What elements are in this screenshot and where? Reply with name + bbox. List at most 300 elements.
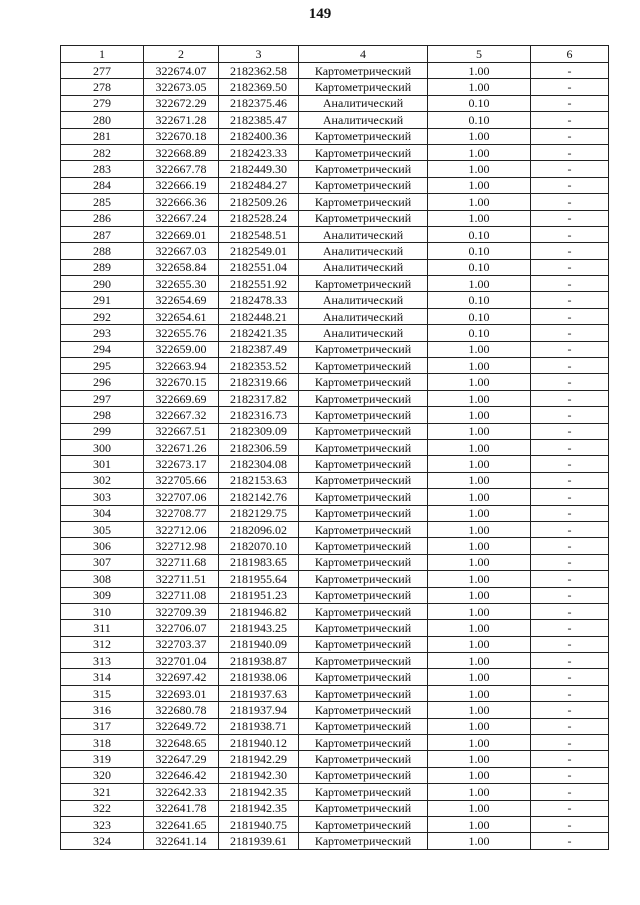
method-cell: Картометрический: [299, 390, 428, 406]
point-number-cell: 308: [61, 571, 144, 587]
y-coordinate-cell: 2181942.29: [219, 751, 299, 767]
method-cell: Картометрический: [299, 276, 428, 292]
accuracy-cell: 0.10: [428, 292, 531, 308]
method-cell: Картометрический: [299, 554, 428, 570]
point-number-cell: 297: [61, 390, 144, 406]
description-cell: -: [531, 161, 609, 177]
method-cell: Аналитический: [299, 259, 428, 275]
table-row: [61, 259, 609, 275]
column-header-6: 6: [531, 46, 609, 63]
point-number-cell: 295: [61, 358, 144, 374]
method-cell: Картометрический: [299, 653, 428, 669]
accuracy-cell: 1.00: [428, 128, 531, 144]
table-row: [61, 407, 609, 423]
point-number-cell: 300: [61, 439, 144, 455]
description-cell: -: [531, 538, 609, 554]
table-row: [61, 685, 609, 701]
accuracy-cell: 0.10: [428, 112, 531, 128]
method-cell: Картометрический: [299, 505, 428, 521]
point-number-cell: 287: [61, 226, 144, 242]
x-coordinate-cell: 322672.29: [144, 95, 219, 111]
table-row: [61, 489, 609, 505]
y-coordinate-cell: 2181937.94: [219, 702, 299, 718]
x-coordinate-cell: 322641.65: [144, 816, 219, 832]
accuracy-cell: 1.00: [428, 833, 531, 849]
y-coordinate-cell: 2181983.65: [219, 554, 299, 570]
point-number-cell: 296: [61, 374, 144, 390]
table-row: [61, 144, 609, 160]
table-row: [61, 538, 609, 554]
table-row: [61, 636, 609, 652]
description-cell: -: [531, 243, 609, 259]
y-coordinate-cell: 2181937.63: [219, 685, 299, 701]
method-cell: Картометрический: [299, 489, 428, 505]
description-cell: -: [531, 669, 609, 685]
accuracy-cell: 1.00: [428, 144, 531, 160]
y-coordinate-cell: 2182551.04: [219, 259, 299, 275]
y-coordinate-cell: 2181938.06: [219, 669, 299, 685]
x-coordinate-cell: 322667.24: [144, 210, 219, 226]
y-coordinate-cell: 2182549.01: [219, 243, 299, 259]
table-row: [61, 571, 609, 587]
x-coordinate-cell: 322658.84: [144, 259, 219, 275]
method-cell: Картометрический: [299, 718, 428, 734]
point-number-cell: 290: [61, 276, 144, 292]
x-coordinate-cell: 322666.36: [144, 194, 219, 210]
x-coordinate-cell: 322655.30: [144, 276, 219, 292]
y-coordinate-cell: 2182400.36: [219, 128, 299, 144]
x-coordinate-cell: 322693.01: [144, 685, 219, 701]
accuracy-cell: 1.00: [428, 177, 531, 193]
method-cell: Картометрический: [299, 144, 428, 160]
method-cell: Картометрический: [299, 521, 428, 537]
method-cell: Картометрический: [299, 735, 428, 751]
description-cell: -: [531, 144, 609, 160]
y-coordinate-cell: 2181946.82: [219, 603, 299, 619]
table-row: [61, 243, 609, 259]
accuracy-cell: 1.00: [428, 194, 531, 210]
method-cell: Картометрический: [299, 358, 428, 374]
table-row: [61, 833, 609, 849]
description-cell: -: [531, 833, 609, 849]
y-coordinate-cell: 2181955.64: [219, 571, 299, 587]
table-row: [61, 784, 609, 800]
method-cell: Картометрический: [299, 128, 428, 144]
accuracy-cell: 1.00: [428, 505, 531, 521]
description-cell: -: [531, 374, 609, 390]
description-cell: -: [531, 194, 609, 210]
accuracy-cell: 1.00: [428, 276, 531, 292]
x-coordinate-cell: 322654.69: [144, 292, 219, 308]
method-cell: Картометрический: [299, 538, 428, 554]
y-coordinate-cell: 2182153.63: [219, 472, 299, 488]
accuracy-cell: 1.00: [428, 751, 531, 767]
column-header-2: 2: [144, 46, 219, 63]
description-cell: -: [531, 177, 609, 193]
x-coordinate-cell: 322646.42: [144, 767, 219, 783]
description-cell: -: [531, 95, 609, 111]
method-cell: Картометрический: [299, 194, 428, 210]
column-header-5: 5: [428, 46, 531, 63]
table-row: [61, 472, 609, 488]
x-coordinate-cell: 322659.00: [144, 341, 219, 357]
method-cell: Картометрический: [299, 472, 428, 488]
y-coordinate-cell: 2182385.47: [219, 112, 299, 128]
description-cell: -: [531, 325, 609, 341]
x-coordinate-cell: 322674.07: [144, 63, 219, 79]
x-coordinate-cell: 322671.28: [144, 112, 219, 128]
y-coordinate-cell: 2182129.75: [219, 505, 299, 521]
method-cell: Аналитический: [299, 112, 428, 128]
x-coordinate-cell: 322706.07: [144, 620, 219, 636]
x-coordinate-cell: 322711.51: [144, 571, 219, 587]
x-coordinate-cell: 322669.69: [144, 390, 219, 406]
description-cell: -: [531, 79, 609, 95]
table-row: [61, 505, 609, 521]
accuracy-cell: 1.00: [428, 439, 531, 455]
description-cell: -: [531, 685, 609, 701]
table-row: [61, 735, 609, 751]
y-coordinate-cell: 2181939.61: [219, 833, 299, 849]
point-number-cell: 306: [61, 538, 144, 554]
description-cell: -: [531, 276, 609, 292]
method-cell: Картометрический: [299, 669, 428, 685]
point-number-cell: 323: [61, 816, 144, 832]
table-row: [61, 128, 609, 144]
accuracy-cell: 1.00: [428, 718, 531, 734]
description-cell: -: [531, 472, 609, 488]
y-coordinate-cell: 2182478.33: [219, 292, 299, 308]
accuracy-cell: 1.00: [428, 636, 531, 652]
point-number-cell: 321: [61, 784, 144, 800]
table-row: [61, 456, 609, 472]
table-row: [61, 702, 609, 718]
method-cell: Аналитический: [299, 292, 428, 308]
description-cell: -: [531, 505, 609, 521]
point-number-cell: 292: [61, 308, 144, 324]
accuracy-cell: 1.00: [428, 456, 531, 472]
x-coordinate-cell: 322655.76: [144, 325, 219, 341]
table-row: [61, 210, 609, 226]
table-row: [61, 816, 609, 832]
point-number-cell: 293: [61, 325, 144, 341]
description-cell: -: [531, 800, 609, 816]
accuracy-cell: 1.00: [428, 407, 531, 423]
point-number-cell: 280: [61, 112, 144, 128]
method-cell: Картометрический: [299, 439, 428, 455]
y-coordinate-cell: 2182304.08: [219, 456, 299, 472]
accuracy-cell: 1.00: [428, 423, 531, 439]
point-number-cell: 322: [61, 800, 144, 816]
accuracy-cell: 1.00: [428, 685, 531, 701]
x-coordinate-cell: 322649.72: [144, 718, 219, 734]
y-coordinate-cell: 2181942.35: [219, 784, 299, 800]
table-row: [61, 603, 609, 619]
point-number-cell: 315: [61, 685, 144, 701]
point-number-cell: 317: [61, 718, 144, 734]
description-cell: -: [531, 718, 609, 734]
table-row: [61, 718, 609, 734]
description-cell: -: [531, 259, 609, 275]
description-cell: -: [531, 210, 609, 226]
accuracy-cell: 1.00: [428, 210, 531, 226]
method-cell: Аналитический: [299, 226, 428, 242]
table-row: [61, 767, 609, 783]
table-row: [61, 521, 609, 537]
point-number-cell: 304: [61, 505, 144, 521]
accuracy-cell: 0.10: [428, 308, 531, 324]
table-header-row: [61, 46, 609, 63]
table-row: [61, 308, 609, 324]
method-cell: Картометрический: [299, 636, 428, 652]
description-cell: -: [531, 292, 609, 308]
method-cell: Аналитический: [299, 243, 428, 259]
method-cell: Картометрический: [299, 800, 428, 816]
y-coordinate-cell: 2181938.71: [219, 718, 299, 734]
point-number-cell: 294: [61, 341, 144, 357]
accuracy-cell: 1.00: [428, 521, 531, 537]
description-cell: -: [531, 767, 609, 783]
accuracy-cell: 1.00: [428, 390, 531, 406]
accuracy-cell: 0.10: [428, 95, 531, 111]
description-cell: -: [531, 439, 609, 455]
accuracy-cell: 1.00: [428, 341, 531, 357]
method-cell: Картометрический: [299, 816, 428, 832]
accuracy-cell: 1.00: [428, 554, 531, 570]
point-number-cell: 291: [61, 292, 144, 308]
table-row: [61, 669, 609, 685]
description-cell: -: [531, 489, 609, 505]
y-coordinate-cell: 2182548.51: [219, 226, 299, 242]
y-coordinate-cell: 2182528.24: [219, 210, 299, 226]
method-cell: Картометрический: [299, 63, 428, 79]
table-row: [61, 194, 609, 210]
x-coordinate-cell: 322642.33: [144, 784, 219, 800]
x-coordinate-cell: 322697.42: [144, 669, 219, 685]
table-row: [61, 341, 609, 357]
point-number-cell: 301: [61, 456, 144, 472]
description-cell: -: [531, 456, 609, 472]
method-cell: Картометрический: [299, 423, 428, 439]
description-cell: -: [531, 521, 609, 537]
table-row: [61, 112, 609, 128]
point-number-cell: 299: [61, 423, 144, 439]
y-coordinate-cell: 2182369.50: [219, 79, 299, 95]
y-coordinate-cell: 2181940.75: [219, 816, 299, 832]
x-coordinate-cell: 322708.77: [144, 505, 219, 521]
x-coordinate-cell: 322670.18: [144, 128, 219, 144]
column-header-3: 3: [219, 46, 299, 63]
description-cell: -: [531, 751, 609, 767]
table-row: [61, 587, 609, 603]
table-row: [61, 161, 609, 177]
x-coordinate-cell: 322671.26: [144, 439, 219, 455]
x-coordinate-cell: 322709.39: [144, 603, 219, 619]
method-cell: Аналитический: [299, 308, 428, 324]
description-cell: -: [531, 554, 609, 570]
y-coordinate-cell: 2181940.12: [219, 735, 299, 751]
coordinates-table: [60, 45, 609, 850]
y-coordinate-cell: 2182306.59: [219, 439, 299, 455]
x-coordinate-cell: 322641.14: [144, 833, 219, 849]
table-row: [61, 79, 609, 95]
x-coordinate-cell: 322673.05: [144, 79, 219, 95]
point-number-cell: 303: [61, 489, 144, 505]
table-row: [61, 620, 609, 636]
x-coordinate-cell: 322667.78: [144, 161, 219, 177]
y-coordinate-cell: 2182423.33: [219, 144, 299, 160]
description-cell: -: [531, 358, 609, 374]
description-cell: -: [531, 603, 609, 619]
method-cell: Картометрический: [299, 833, 428, 849]
point-number-cell: 302: [61, 472, 144, 488]
accuracy-cell: 1.00: [428, 784, 531, 800]
y-coordinate-cell: 2182096.02: [219, 521, 299, 537]
table-row: [61, 374, 609, 390]
point-number-cell: 286: [61, 210, 144, 226]
description-cell: -: [531, 620, 609, 636]
description-cell: -: [531, 423, 609, 439]
description-cell: -: [531, 128, 609, 144]
accuracy-cell: 1.00: [428, 735, 531, 751]
accuracy-cell: 1.00: [428, 620, 531, 636]
x-coordinate-cell: 322666.19: [144, 177, 219, 193]
x-coordinate-cell: 322663.94: [144, 358, 219, 374]
point-number-cell: 324: [61, 833, 144, 849]
point-number-cell: 314: [61, 669, 144, 685]
x-coordinate-cell: 322654.61: [144, 308, 219, 324]
y-coordinate-cell: 2182375.46: [219, 95, 299, 111]
y-coordinate-cell: 2182309.09: [219, 423, 299, 439]
y-coordinate-cell: 2182316.73: [219, 407, 299, 423]
accuracy-cell: 1.00: [428, 603, 531, 619]
accuracy-cell: 1.00: [428, 653, 531, 669]
y-coordinate-cell: 2182070.10: [219, 538, 299, 554]
description-cell: -: [531, 390, 609, 406]
description-cell: -: [531, 341, 609, 357]
table-row: [61, 423, 609, 439]
method-cell: Картометрический: [299, 161, 428, 177]
table-body: [61, 63, 609, 850]
method-cell: Аналитический: [299, 325, 428, 341]
x-coordinate-cell: 322701.04: [144, 653, 219, 669]
point-number-cell: 281: [61, 128, 144, 144]
table-row: [61, 800, 609, 816]
method-cell: Картометрический: [299, 571, 428, 587]
point-number-cell: 278: [61, 79, 144, 95]
column-header-4: 4: [299, 46, 428, 63]
y-coordinate-cell: 2182142.76: [219, 489, 299, 505]
description-cell: -: [531, 816, 609, 832]
description-cell: -: [531, 308, 609, 324]
accuracy-cell: 1.00: [428, 587, 531, 603]
method-cell: Картометрический: [299, 210, 428, 226]
description-cell: -: [531, 784, 609, 800]
table-row: [61, 653, 609, 669]
point-number-cell: 285: [61, 194, 144, 210]
accuracy-cell: 1.00: [428, 79, 531, 95]
method-cell: Картометрический: [299, 620, 428, 636]
x-coordinate-cell: 322712.98: [144, 538, 219, 554]
method-cell: Картометрический: [299, 407, 428, 423]
x-coordinate-cell: 322703.37: [144, 636, 219, 652]
accuracy-cell: 1.00: [428, 374, 531, 390]
description-cell: -: [531, 735, 609, 751]
method-cell: Картометрический: [299, 341, 428, 357]
y-coordinate-cell: 2182551.92: [219, 276, 299, 292]
method-cell: Картометрический: [299, 456, 428, 472]
x-coordinate-cell: 322647.29: [144, 751, 219, 767]
description-cell: -: [531, 636, 609, 652]
description-cell: -: [531, 63, 609, 79]
x-coordinate-cell: 322670.15: [144, 374, 219, 390]
method-cell: Картометрический: [299, 702, 428, 718]
accuracy-cell: 1.00: [428, 63, 531, 79]
point-number-cell: 298: [61, 407, 144, 423]
description-cell: -: [531, 702, 609, 718]
y-coordinate-cell: 2181942.35: [219, 800, 299, 816]
method-cell: Картометрический: [299, 784, 428, 800]
table-row: [61, 63, 609, 79]
point-number-cell: 279: [61, 95, 144, 111]
y-coordinate-cell: 2182448.21: [219, 308, 299, 324]
method-cell: Картометрический: [299, 587, 428, 603]
y-coordinate-cell: 2181951.23: [219, 587, 299, 603]
x-coordinate-cell: 322711.08: [144, 587, 219, 603]
point-number-cell: 313: [61, 653, 144, 669]
point-number-cell: 284: [61, 177, 144, 193]
accuracy-cell: 1.00: [428, 669, 531, 685]
accuracy-cell: 1.00: [428, 472, 531, 488]
y-coordinate-cell: 2181943.25: [219, 620, 299, 636]
accuracy-cell: 1.00: [428, 800, 531, 816]
description-cell: -: [531, 571, 609, 587]
accuracy-cell: 0.10: [428, 259, 531, 275]
accuracy-cell: 1.00: [428, 767, 531, 783]
table-row: [61, 95, 609, 111]
x-coordinate-cell: 322641.78: [144, 800, 219, 816]
point-number-cell: 307: [61, 554, 144, 570]
description-cell: -: [531, 112, 609, 128]
point-number-cell: 277: [61, 63, 144, 79]
table-row: [61, 325, 609, 341]
point-number-cell: 309: [61, 587, 144, 603]
accuracy-cell: 0.10: [428, 243, 531, 259]
method-cell: Картометрический: [299, 603, 428, 619]
point-number-cell: 282: [61, 144, 144, 160]
y-coordinate-cell: 2182387.49: [219, 341, 299, 357]
x-coordinate-cell: 322669.01: [144, 226, 219, 242]
description-cell: -: [531, 587, 609, 603]
accuracy-cell: 0.10: [428, 226, 531, 242]
accuracy-cell: 1.00: [428, 702, 531, 718]
point-number-cell: 310: [61, 603, 144, 619]
y-coordinate-cell: 2181942.30: [219, 767, 299, 783]
y-coordinate-cell: 2181938.87: [219, 653, 299, 669]
point-number-cell: 318: [61, 735, 144, 751]
table-row: [61, 554, 609, 570]
y-coordinate-cell: 2182484.27: [219, 177, 299, 193]
x-coordinate-cell: 322680.78: [144, 702, 219, 718]
y-coordinate-cell: 2182421.35: [219, 325, 299, 341]
table-row: [61, 276, 609, 292]
accuracy-cell: 1.00: [428, 571, 531, 587]
y-coordinate-cell: 2181940.09: [219, 636, 299, 652]
accuracy-cell: 1.00: [428, 538, 531, 554]
x-coordinate-cell: 322668.89: [144, 144, 219, 160]
accuracy-cell: 1.00: [428, 358, 531, 374]
column-header-1: 1: [61, 46, 144, 63]
